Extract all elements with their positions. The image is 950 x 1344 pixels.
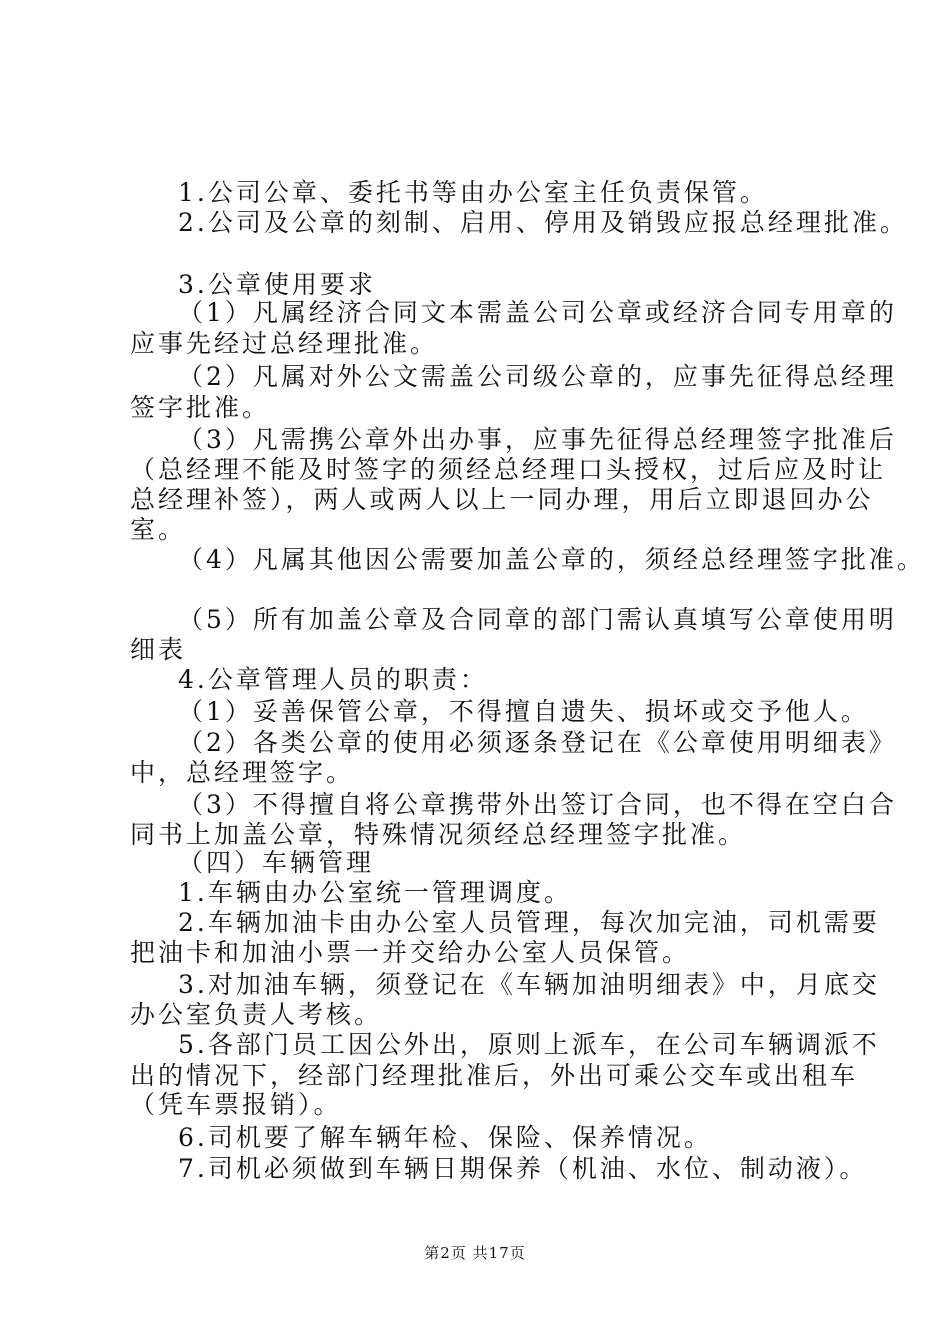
text-line: 出的情况下，经部门经理批准后，外出可乘公交车或出租车 xyxy=(130,1061,859,1090)
text-line: 3.对加油车辆，须登记在《车辆加油明细表》中，月底交 xyxy=(178,970,880,999)
text-line: 应事先经过总经理批准。 xyxy=(130,329,439,358)
text-line: 1.公司公章、委托书等由办公室主任负责保管。 xyxy=(178,178,768,207)
text-line: 7.司机必须做到车辆日期保养（机油、水位、制动液）。 xyxy=(178,1154,868,1183)
text-line: 3.公章使用要求 xyxy=(178,270,376,299)
text-line: （4）凡属其他因公需要加盖公章的，须经总经理签字批准。 xyxy=(178,545,925,574)
text-line: 总经理补签），两人或两人以上一同办理，用后立即退回办公 xyxy=(130,485,874,514)
text-line: （四）车辆管理 xyxy=(178,848,375,877)
text-line: 室。 xyxy=(130,515,187,544)
text-line: 办公室负责人考核。 xyxy=(130,1000,383,1029)
text-line: 6.司机要了解车辆年检、保险、保养情况。 xyxy=(178,1123,712,1152)
text-line: （总经理不能及时签字的须经总经理口头授权，过后应及时让 xyxy=(130,455,887,484)
text-line: （1）凡属经济合同文本需盖公司公章或经济合同专用章的 xyxy=(178,298,897,327)
text-line: 把油卡和加油小票一并交给办公室人员保管。 xyxy=(130,938,691,967)
page-number-footer: 第2页 共17页 xyxy=(424,1244,526,1262)
text-line: （2）凡属对外公文需盖公司级公章的，应事先征得总经理 xyxy=(178,362,897,391)
text-line: 细表 xyxy=(130,635,187,664)
text-line: （2）各类公章的使用必须逐条登记在《公章使用明细表》 xyxy=(178,728,897,757)
text-line: （5）所有加盖公章及合同章的部门需认真填写公章使用明 xyxy=(178,605,897,634)
text-line: （1）妥善保管公章，不得擅自遗失、损坏或交予他人。 xyxy=(178,697,869,726)
text-line: 1.车辆由办公室统一管理调度。 xyxy=(178,878,572,907)
text-line: （凭车票报销）。 xyxy=(130,1090,342,1119)
text-line: 2.公司及公章的刻制、启用、停用及销毁应报总经理批准。 xyxy=(178,208,908,237)
text-line: 签字批准。 xyxy=(130,393,271,422)
text-line: （3）不得擅自将公章携带外出签订合同，也不得在空白合 xyxy=(178,790,897,819)
text-line: 同书上加盖公章，特殊情况须经总经理签字批准。 xyxy=(130,820,747,849)
text-line: 2.车辆加油卡由办公室人员管理，每次加完油，司机需要 xyxy=(178,908,880,937)
text-line: 5.各部门员工因公外出，原则上派车，在公司车辆调派不 xyxy=(178,1030,880,1059)
text-line: 中，总经理签字。 xyxy=(130,758,355,787)
text-line: 4.公章管理人员的职责： xyxy=(178,665,488,694)
text-line: （3）凡需携公章外出办事，应事先征得总经理签字批准后 xyxy=(178,425,897,454)
